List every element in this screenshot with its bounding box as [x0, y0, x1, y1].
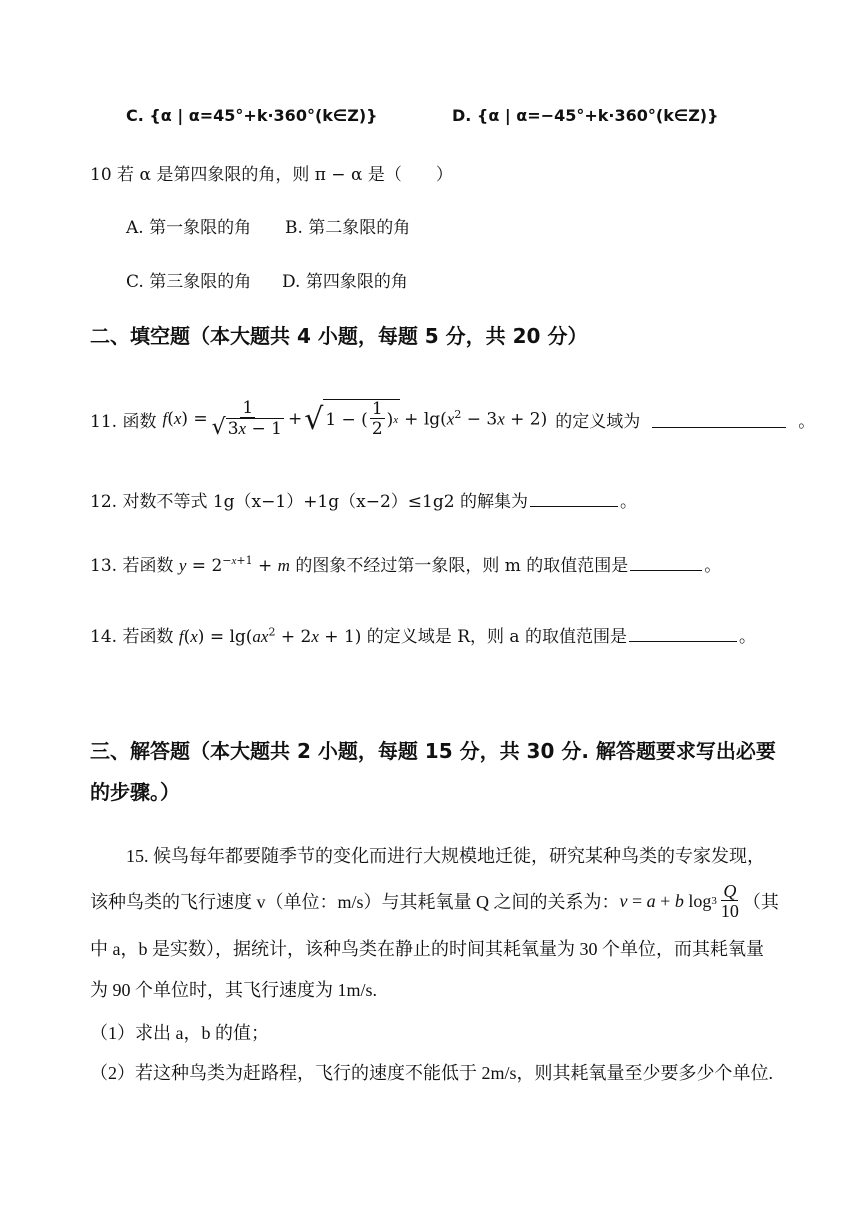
q11-answer-blank — [652, 411, 786, 428]
q14-formula: $f(x) = \lg(ax^2 + 2x + 1)$ — [178, 625, 362, 647]
q12-text: 12. 对数不等式 1g（x−1）+1g（x−2）≤1g2 的解集为 — [90, 492, 528, 512]
q11-suffix: 的定义域为 — [555, 411, 641, 432]
q10-option-c: C. 第三象限的角 — [126, 272, 252, 292]
q9-option-c: C. {α | α=45°+k·360°(k∈Z)} — [126, 106, 378, 125]
section-3-title-line2: 的步骤。） — [90, 780, 180, 804]
q14-answer-blank — [629, 625, 737, 642]
q12-end: 。 — [619, 492, 637, 512]
section-3-title-line1: 三、解答题（本大题共 2 小题，每题 15 分，共 30 分. 解答题要求写出必要 — [90, 739, 776, 763]
q10-option-d: D. 第四象限的角 — [282, 272, 408, 292]
q12-answer-blank — [530, 490, 618, 507]
q11-end: 。 — [798, 411, 816, 432]
q13-answer-blank — [630, 554, 702, 571]
q10-stem: 10 若 α 是第四象限的角，则 π − α 是（ ） — [90, 165, 453, 185]
q14-suffix: 的定义域是 R，则 a 的取值范围是 — [366, 627, 627, 647]
q11-prefix: 11. 函数 — [90, 411, 157, 432]
q15-part1: （1）求出 a，b 的值； — [90, 1023, 269, 1043]
q14-end: 。 — [738, 627, 756, 647]
q14-prefix: 14. 若函数 — [90, 627, 174, 647]
q15-part2: （2）若这种鸟类为赶路程，飞行的速度不能低于 2m/s，则其耗氧量至少要多少个单位. — [90, 1063, 774, 1083]
q15-line4: 为 90 个单位时，其飞行速度为 1m/s. — [90, 980, 378, 1000]
q15-line3: 中 a，b 是实数），据统计，该种鸟类在静止的时间其耗氧量为 30 个单位，而其耗氧量 — [90, 939, 764, 959]
q14 — [90, 622, 756, 647]
q15-line2 — [90, 876, 779, 926]
q13-formula: $y = 2^{-x+1} + m$ — [178, 554, 290, 576]
q10-option-a: A. 第一象限的角 — [126, 218, 252, 238]
q15-line2-suffix: （其 — [742, 892, 779, 912]
q11: 11. 函数 f ( x ) = $\frac{1}{√ 3x - 1}$ + √ 1 − ( $\frac{1}{2}$ ) x + $\lg(x^2 - 3x + 2)$ 的定义域为 。 — [90, 398, 816, 440]
q11-formula: f — [162, 409, 168, 428]
q9-option-d: D. {α | α=−45°+k·360°(k∈Z)} — [452, 106, 719, 125]
q15-line2-prefix: 该种鸟类的飞行速度 v（单位：m/s）与其耗氧量 Q 之间的关系为： — [90, 892, 620, 912]
q13-end: 。 — [704, 556, 722, 576]
q15-formula: v = a + b log 3 $\frac{Q}{10}$ — [619, 880, 739, 921]
q15-line1: 15. 候鸟每年都要随季节的变化而进行大规模地迁徙，研究某种鸟类的专家发现， — [126, 846, 765, 866]
q10-option-b: B. 第二象限的角 — [285, 218, 411, 238]
section-2-title: 二、填空题（本大题共 4 小题，每题 5 分，共 20 分） — [90, 324, 588, 348]
q12 — [90, 487, 637, 512]
q13-suffix: 的图象不经过第一象限，则 m 的取值范围是 — [295, 556, 629, 576]
q11-fraction: $\frac{1}{√ 3x - 1}$ — [211, 398, 282, 440]
q13 — [90, 551, 721, 576]
q13-prefix: 13. 若函数 — [90, 556, 174, 576]
